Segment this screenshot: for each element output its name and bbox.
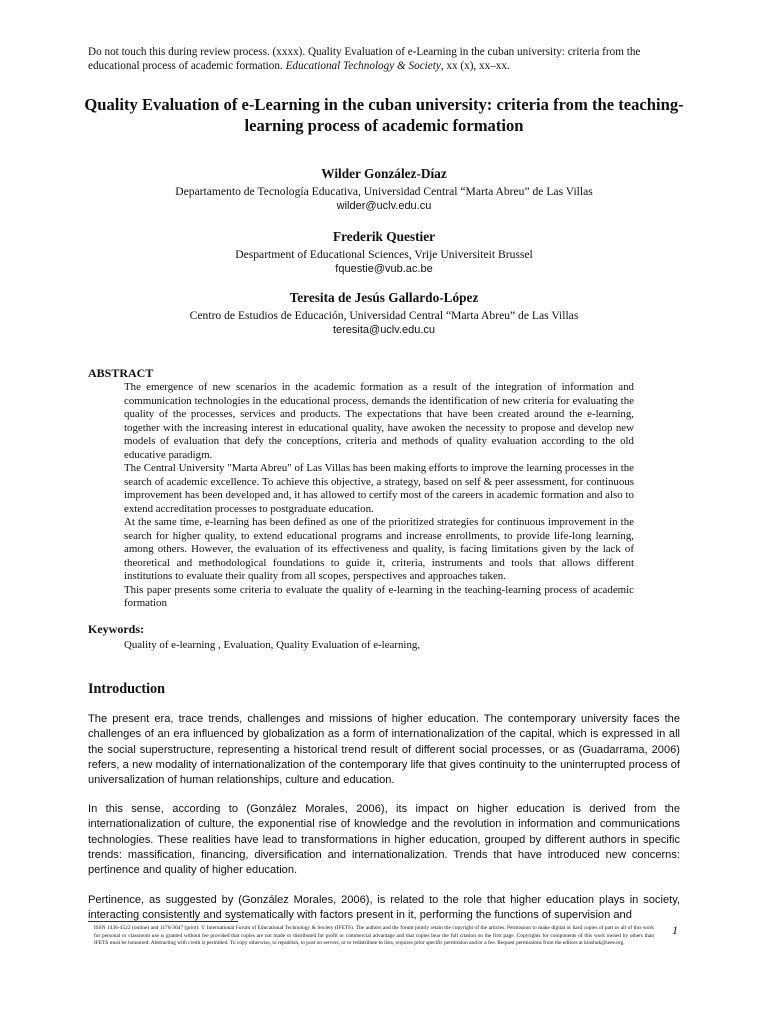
introduction-heading: Introduction [88,681,165,697]
citation-header [88,45,678,73]
citation-journal: Educational Technology & Society [285,60,441,72]
abstract-paragraph: The emergence of new scenarios in the academic formation as a result of the integration of information and communication technologies in the educational process, demands the identification of new criteria for evaluating the quality of the processes, services and products. The expectations that have been created around the e-learning, together with the increasing interest in educational quality, have awoken the necessity to propose and develop new models of evaluation that defy the conceptions, criteria and methods of quality evaluation according to the old educative paradigm. [124,381,634,461]
abstract-heading: ABSTRACT [88,366,154,380]
abstract-paragraph: This paper presents some criteria to evaluate the quality of e-learning in the teaching-learning process of academic formation [124,583,634,609]
introduction-paragraph: The present era, trace trends, challenges and missions of higher education. The contemporary university faces the challenges of an era influenced by globalization as a form of internationalization of the capital, which is expressed in all the social superstructure, representing a historical trend result of different social processes, or as (Guadarrama, 2006) refers, a new modality of internationalization of the contemporary life that gives continuity to the uninterrupted process of universalization of human relationships, culture and education. [88,713,680,787]
abstract-body [124,381,634,611]
author-block-1 [80,165,688,214]
citation-suffix: , xx (x), xx–xx. [440,60,510,72]
keywords-heading: Keywords: [88,622,144,636]
author-affiliation: Despartment of Educational Sciences, Vrije Universiteit Brussel [235,248,533,261]
author-block-3 [80,289,688,338]
introduction-paragraph: Pertinence, as suggested by (González Morales, 2006), is related to the role that higher education plays in society, interacting consistently and systematically with factors present in it, performing the functions of supervision and [88,894,680,922]
citation-prefix: Do not touch this during review process. (xxxx). Quality Evaluation of e-Learning in the cuban university: criteria from the educational process of academic formation. [88,46,641,72]
keywords-text: Quality of e-learning , Evaluation, Quality Evaluation of e-learning, [124,639,421,651]
abstract-paragraph: The Central University "Marta Abreu" of Las Villas has been making efforts to improve the learning processes in the search of academic excellence. To achieve this objective, a strategy, based on self & peer assessment, for continuous improvement has been developed and, it has allowed to certify most of the careers in academic formation and also to extend accreditation processes to postgraduate education. [124,462,634,515]
author-name: Frederik Questier [332,229,436,244]
author-email: wilder@uclv.edu.cu [336,200,432,212]
author-affiliation: Centro de Estudios de Educación, Universidad Central “Marta Abreu” de Las Villas [189,309,579,322]
paper-title: Quality Evaluation of e-Learning in the cuban university: criteria from the teaching-learning process of academic formation [84,95,684,135]
abstract-paragraph: At the same time, e-learning has been defined as one of the prioritized strategies for continuous improvement in the search for higher quality, to extend educational programs and increase enrollments, to provide life-long learning, among others. However, the evaluation of its effectiveness and quality, is facing limitations given by the lack of theoretical and methodological foundations to guide it, criteria, instruments and tools that allows different institutions to evaluate their quality from all scopes, perspectives and approaches taken. [124,516,634,582]
author-name: Wilder González-Díaz [321,166,447,181]
author-name: Teresita de Jesús Gallardo-López [289,290,479,305]
author-email: teresita@uclv.edu.cu [332,324,436,336]
author-affiliation: Departamento de Tecnología Educativa, Universidad Central “Marta Abreu” de Las Villas [175,185,593,198]
introduction-paragraph: In this sense, according to (González Morales, 2006), its impact on higher education is derived from the internationalization of culture, the exponential rise of knowledge and the revolution in information and communications technologies. These realities have lead to transformations in higher education, grouped by different authors in specific trends: massification, financing, diversification and internationalization. Trends that have introduced new concerns: pertinence and quality of higher education. [88,803,680,877]
page-number: 1 [672,923,678,937]
footnote-divider [88,921,238,922]
copyright-footnote: ISSN 1436-4522 (online) and 1176-3647 (print). © International Forum of Educational Technology & Society (IFETS). The authors and the forum jointly retain the copyright of the articles. Permission to make digital or hard copies of part or all of this work for personal or classroom use is granted without fee provided that copies are not made or distributed for profit or commercial advantage and that copies bear the full citation on the first page. Copyrights for components of this work owned by others than IFETS must be honoured. Abstracting with credit is permitted. To copy otherwise, to republish, to post on servers, or to redistribute to lists, requires prior specific permission and/or a fee. Request permissions from the editors at kinshuk@ieee.org. [94,925,654,947]
author-email: fquestie@vub.ac.be [335,263,433,275]
author-block-2 [80,228,688,277]
